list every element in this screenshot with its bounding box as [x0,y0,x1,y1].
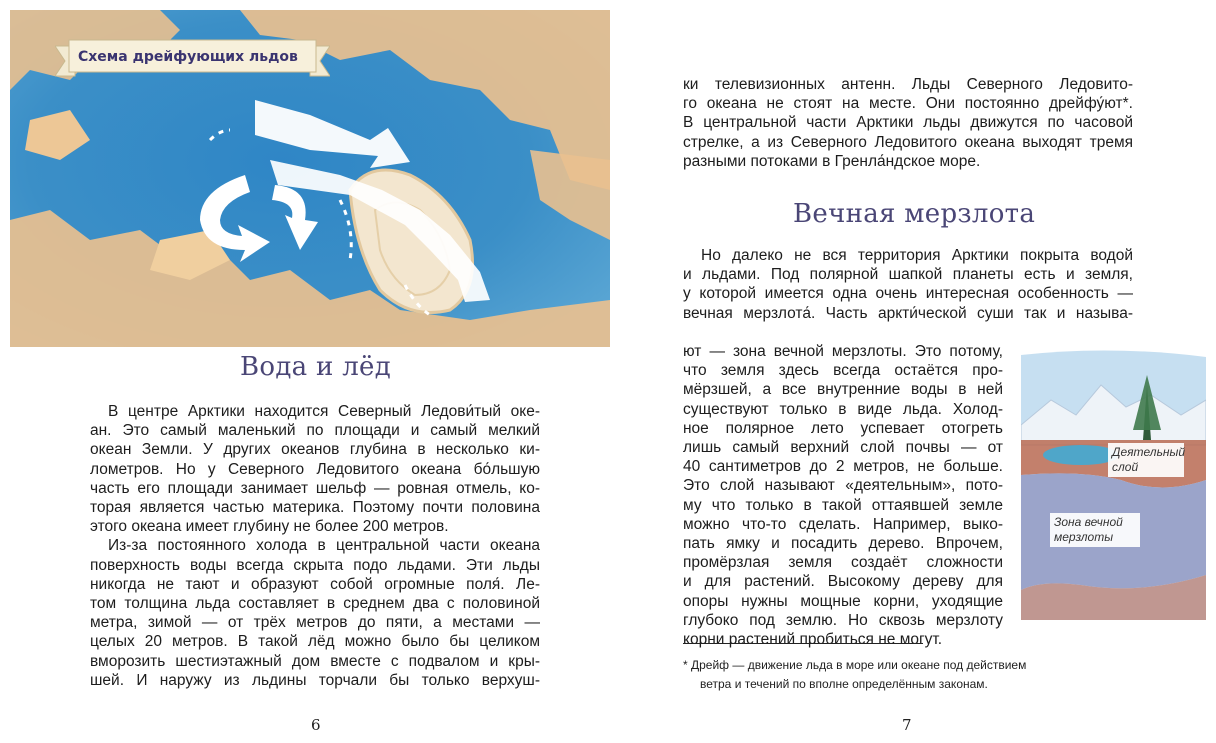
footnote-line: * Дрейф — движение льда в море или океане под действием [683,658,1027,672]
right-mid-text [683,246,1133,323]
text-line: В центральной части Арктики льды движутся по часовой [683,114,1133,132]
text-line: ан. Это самый маленький по площади и самый мелкий [90,422,540,440]
text-line: разными потоками в Гренла́ндское море. [683,152,981,170]
text-line: и льдами. Под полярной шапкой планеты есть и земля, [683,266,1133,284]
text-line: стрелке, а из Северного Ледовитого океана выходят тремя [683,133,1133,151]
text-line: вечная мерзлота́. Часть аркти́ческой суши так и называ- [683,304,1133,322]
section-heading-permafrost: Вечная мерзлота [793,199,1036,229]
text-line: вморозить шестиэтажный дом вместе с подвалом и кры- [90,652,540,670]
footnote [683,656,1103,694]
section-heading-water-ice: Вода и лёд [240,352,392,382]
text-line: торая является частью материка. Поэтому почти половина [90,499,540,517]
page-number-left: 6 [311,716,321,734]
text-line: том толщина льда составляет в среднем два с половиной [90,595,540,613]
text-line: никогда не тают и образуют собой огромные поля́. Ле- [90,575,540,593]
right-page [608,0,1216,743]
text-line: глубоко под землю. Но сквозь мерзлоту [683,611,1003,629]
text-line: поверхность воды всегда скрыта подо льдами. Эти льды [90,556,540,574]
text-line: корни растений пробиться не могут. [683,631,943,649]
text-line: можно что-то сделать. Например, выко- [683,515,1003,533]
text-line: го океана не стоят на месте. Они постоянно дрейфу́ют*. [683,95,1133,113]
text-line: промёрзлая земля создаёт сложности [683,554,1003,572]
text-line: Это слой называют «деятельным», пото- [683,477,1003,495]
text-line: океан Земли. У других океанов глубина в несколько ки- [90,441,540,459]
text-line: этого океана имеет глубину не более 200 метров. [90,518,449,536]
text-line: ки телевизионных антенн. Льды Северного Ледовито- [683,76,1133,93]
text-line: пать ямку и посадить дерево. Впрочем, [683,535,1003,553]
footnote-line: ветра и течений по вполне определённым законам. [700,677,988,691]
footnote-divider [683,643,923,644]
permafrost-illustration [1021,345,1206,635]
text-line: что земля здесь всегда остаётся про- [683,362,1003,380]
label-permafrost-zone: Зона вечной мерзлоты [1050,513,1140,547]
text-line: ное полярное лето успевает отогреть [683,419,1003,437]
text-line: лометров. Но у Северного Ледовитого океана бо́льшую [90,460,540,478]
text-line: опоры нужны мощные корни, уходящие [683,592,1003,610]
text-line: мёрзшей, а все внутренние воды в ней [683,381,1003,399]
page-number-right: 7 [902,716,912,734]
text-line: 40 сантиметров до 2 метров, не больше. [683,458,1003,476]
right-wrapped-text [683,342,1003,649]
permafrost-cross-section [1021,345,1206,635]
text-line: Из-за постоянного холода в центральной части океана [108,537,540,555]
text-line: у которой имеется одна очень интересная особенность — [683,285,1133,303]
text-line: существуют только в виде льда. Холод- [683,400,1003,418]
text-line: шей. И наружу из льдины торчали бы только верхуш- [90,671,540,689]
text-line: лишь самый верхний слой почвы — от [683,439,1003,457]
text-line: и для растений. Высокому дереву для [683,573,1003,591]
text-line: целых 20 метров. В такой лёд можно было бы целиком [90,633,540,651]
label-active-layer: Деятельный слой [1108,443,1184,477]
left-body-text [90,402,540,690]
text-line: метра, зимой — от трёх метров до пяти, а местами — [90,614,540,632]
text-line: ют — зона вечной мерзлоты. Это потому, [683,343,1003,360]
right-top-text [683,75,1133,171]
text-line: Но далеко не вся территория Арктики покрыта водой [701,247,1133,264]
text-line: му что только в такой оттаявшей земле [683,496,1003,514]
text-line: часть его площади занимает шельф — ровная отмель, ко- [90,479,540,497]
map-title: Схема дрейфующих льдов [78,49,298,65]
text-line: В центре Арктики находится Северный Ледови́тый оке- [108,403,540,420]
